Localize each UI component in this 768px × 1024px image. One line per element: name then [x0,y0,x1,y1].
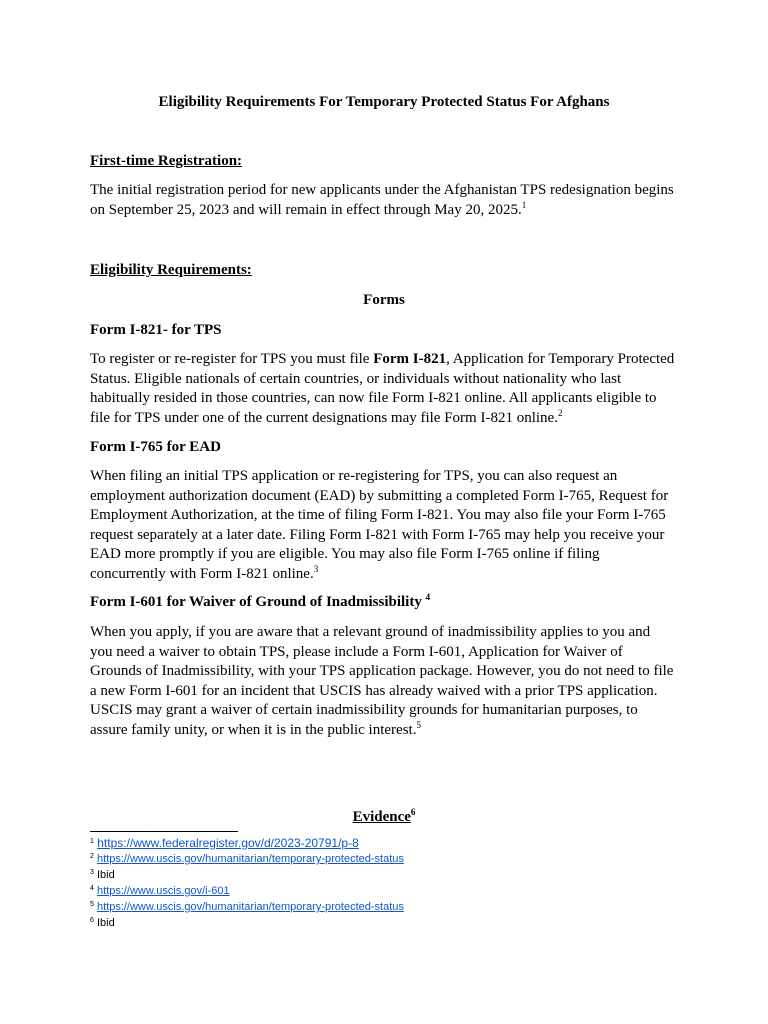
form-i601-heading: Form I-601 for Waiver of Ground of Inadmissibility $^4$ [90,592,431,610]
paragraph-line: request separately at a later date. Filing Form I-821 with Form I-765 may help you receive your [90,526,665,543]
document-title: Eligibility Requirements For Temporary Protected Status For Afghans [158,94,610,110]
evidence-heading: Evidence$^6$ [352,807,416,825]
footnote-link[interactable]: https://www.uscis.gov/humanitarian/temporary-protected-status [96,853,404,865]
footnote-separator [90,831,238,832]
form-i821-paragraph [90,350,682,428]
footnote-4: $^4$ https://www.uscis.gov/i-601 [90,885,230,897]
footnote-text: Ibid [96,869,115,881]
footnote-3: $^3$ Ibid [90,869,115,881]
footnote-5: $^5$ https://www.uscis.gov/humanitarian/temporary-protected-status [90,901,404,913]
footnote-text: Ibid [96,917,115,929]
form-i821-bold: Form I-821 [373,351,447,367]
paragraph-line: assure family unity, or when it is in the public interest.$^5$ [90,719,421,738]
footnote-ref[interactable]: 6 [410,807,416,817]
paragraph-line: To register or re-register for TPS you must file Form I-821, Application for Temporary Protected [90,351,675,367]
footnote-link[interactable]: https://www.uscis.gov/i-601 [96,885,230,897]
footnote-ref[interactable]: 1 [521,199,527,210]
footnote-ref[interactable]: 3 [313,563,319,574]
footnote-2: $^2$ https://www.uscis.gov/humanitarian/temporary-protected-status [90,853,404,865]
eligibility-requirements-heading: Eligibility Requirements: [90,262,252,278]
footnote-ref[interactable]: 5 [416,719,421,730]
first-time-registration-paragraph [90,181,682,220]
form-i821-heading: Form I-821- for TPS [90,322,222,338]
footnote-ref[interactable]: 4 [425,592,431,602]
forms-heading: Forms [363,292,405,308]
paragraph-line: on September 25, 2023 and will remain in effect through May 20, 2025.$^1$ [90,199,527,218]
footnote-link[interactable]: https://www.federalregister.gov/d/2023-20791/p-8 [97,836,359,850]
footnote-6: $^6$ Ibid [90,917,115,929]
form-i765-paragraph [90,467,682,584]
first-time-registration-heading: First-time Registration: [90,153,243,169]
paragraph-line: Grounds of Inadmissibility, with your TPS application package. However, you do not need to file [90,663,674,679]
paragraph-line: you need a waiver to obtain TPS, please include a Form I-601, Application for Waiver of [90,643,623,660]
paragraph-line: When you apply, if you are aware that a relevant ground of inadmissibility applies to you and [90,624,651,640]
paragraph-line: a new Form I-601 for an incident that USCIS has already waived with a prior TPS application. [90,682,658,699]
footnote-link[interactable]: https://www.uscis.gov/humanitarian/temporary-protected-status [96,901,404,913]
paragraph-line: habitually resided in those countries, can now file Form I-821 online. All applicants eligible to [90,390,657,406]
paragraph-line: Employment Authorization, at the time of filing Form I-821. You may also file your Form I-765 [90,507,666,523]
paragraph-line: file for TPS under one of the current designations may file Form I-821 online.$^2$ [90,407,563,426]
form-i601-paragraph [90,623,682,740]
paragraph-line: Status. Eligible nationals of certain countries, or individuals without nationality who last [90,370,622,387]
footnote-1: $^1$ https://www.federalregister.gov/d/2023-20791/p-8 [90,836,359,850]
footnotes [90,835,404,931]
footnote-ref[interactable]: 2 [557,407,563,418]
paragraph-line: When filing an initial TPS application or re-registering for TPS, you can also request an [90,468,618,484]
paragraph-line: concurrently with Form I-821 online.$^3$ [90,563,319,582]
form-i765-heading: Form I-765 for EAD [90,439,221,455]
paragraph-line: employment authorization document (EAD) by submitting a completed Form I-765, Request for [90,487,669,504]
paragraph-line: USCIS may grant a waiver of certain inadmissibility grounds for humanitarian purposes, to [90,702,638,718]
paragraph-line: The initial registration period for new applicants under the Afghanistan TPS redesignation begins [90,182,674,198]
paragraph-line: EAD more promptly if you are eligible. You may also file Form I-765 online if filing [90,546,600,562]
